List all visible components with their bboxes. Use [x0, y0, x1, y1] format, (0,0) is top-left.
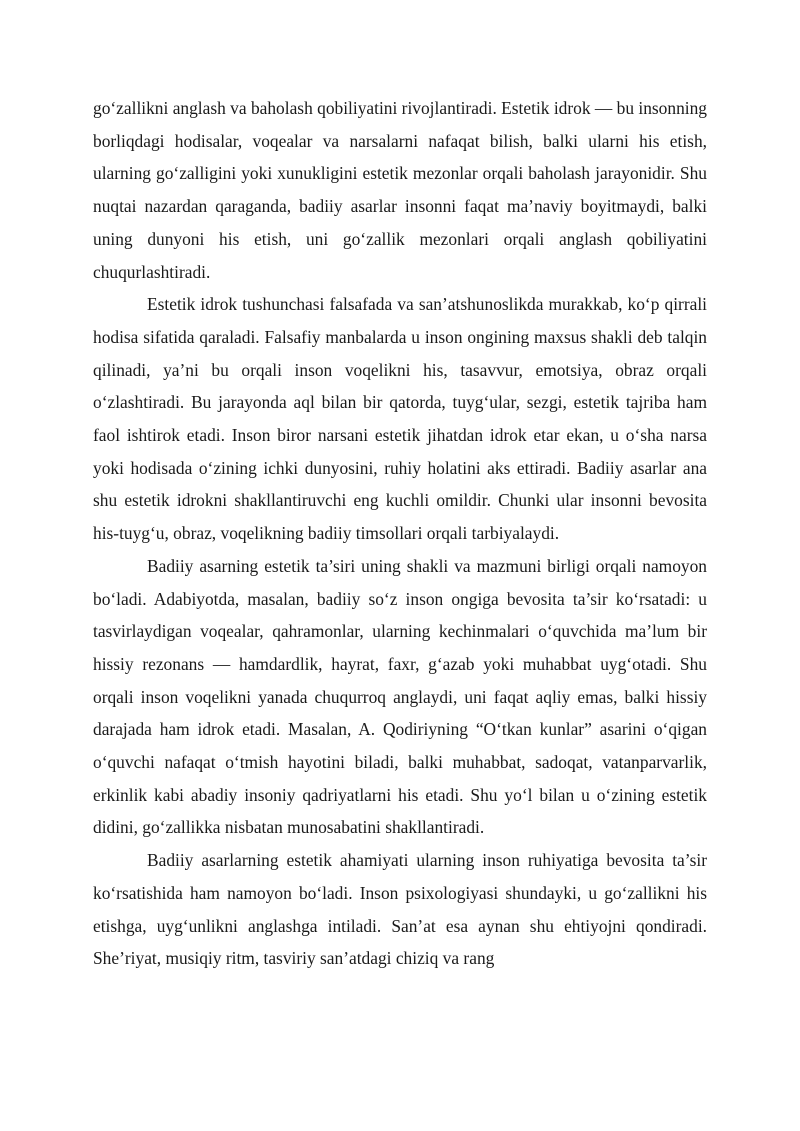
paragraph-2: Estetik idrok tushunchasi falsafada va san’atshunoslikda murakkab, ko‘p qirrali hodisa sifatida qaraladi. Falsafiy manbalarda u inson ongining maxsus shakli deb talqin qilinadi, ya’ni bu orqali inson voqelikni his, tasavvur, emotsiya, obraz orqali o‘zlashtiradi. Bu jarayonda aql bilan bir qatorda, tuyg‘ular, sezgi, estetik tajriba ham faol ishtirok etadi. Inson biror narsani estetik jihatdan idrok etar ekan, u o‘sha narsa yoki hodisada o‘zining ichki dunyosini, ruhiy holatini aks ettiradi. Badiiy asarlar ana shu estetik idrokni shakllantiruvchi eng kuchli omildir. Chunki ular insonni bevosita his-tuyg‘u, obraz, voqelikning badiiy timsollari orqali tarbiyalaydi.: [93, 294, 707, 544]
paragraph-3: Badiiy asarning estetik ta’siri uning shakli va mazmuni birligi orqali namoyon bo‘ladi. Adabiyotda, masalan, badiiy so‘z inson ongiga bevosita ta’sir ko‘rsatadi: u tasvirlaydigan voqealar, qahramonlar, ularning kechinmalari o‘quvchida ma’lum bir hissiy rezonans — hamdardlik, hayrat, faxr, g‘azab yoki muhabbat uyg‘otadi. Shu orqali inson voqelikni yanada chuqurroq anglaydi, uni faqat aqliy emas, balki hissiy darajada ham idrok etadi. Masalan, A. Qodiriyning “O‘tkan kunlar” asarini o‘qigan o‘quvchi nafaqat o‘tmish hayotini biladi, balki muhabbat, sadoqat, vatanparvarlik, erkinlik kabi abadiy insoniy qadriyatlarni his etadi. Shu yo‘l bilan u o‘zining estetik didini, go‘zallikka nisbatan munosabatini shakllantiradi.: [93, 555, 707, 838]
paragraph-4: Badiiy asarlarning estetik ahamiyati ularning inson ruhiyatiga bevosita ta’sir ko‘rsatishida ham namoyon bo‘ladi. Inson psixologiyasi shundayki, u go‘zallikni his etishga, uyg‘unlikni anglashga intiladi. San’at esa aynan shu ehtiyojni qondiradi. She’riyat, musiqiy ritm, tasviriy san’atdagi chiziq va rang: [93, 850, 707, 969]
paragraph-1: go‘zallikni anglash va baholash qobiliyatini rivojlantiradi. Estetik idrok — bu insonning borliqdagi hodisalar, voqealar va narsalarni nafaqat bilish, balki ularni his etish, ularning go‘zalligini yoki xunukligini estetik mezonlar orqali baholash jarayonidir. Shu nuqtai nazardan qaraganda, badiiy asarlar insonni faqat ma’naviy boyitmaydi, balki uning dunyoni his etish, uni go‘zallik mezonlari orqali anglash qobiliyatini chuqurlashtiradi.: [93, 98, 707, 282]
document-page: [93, 92, 707, 975]
